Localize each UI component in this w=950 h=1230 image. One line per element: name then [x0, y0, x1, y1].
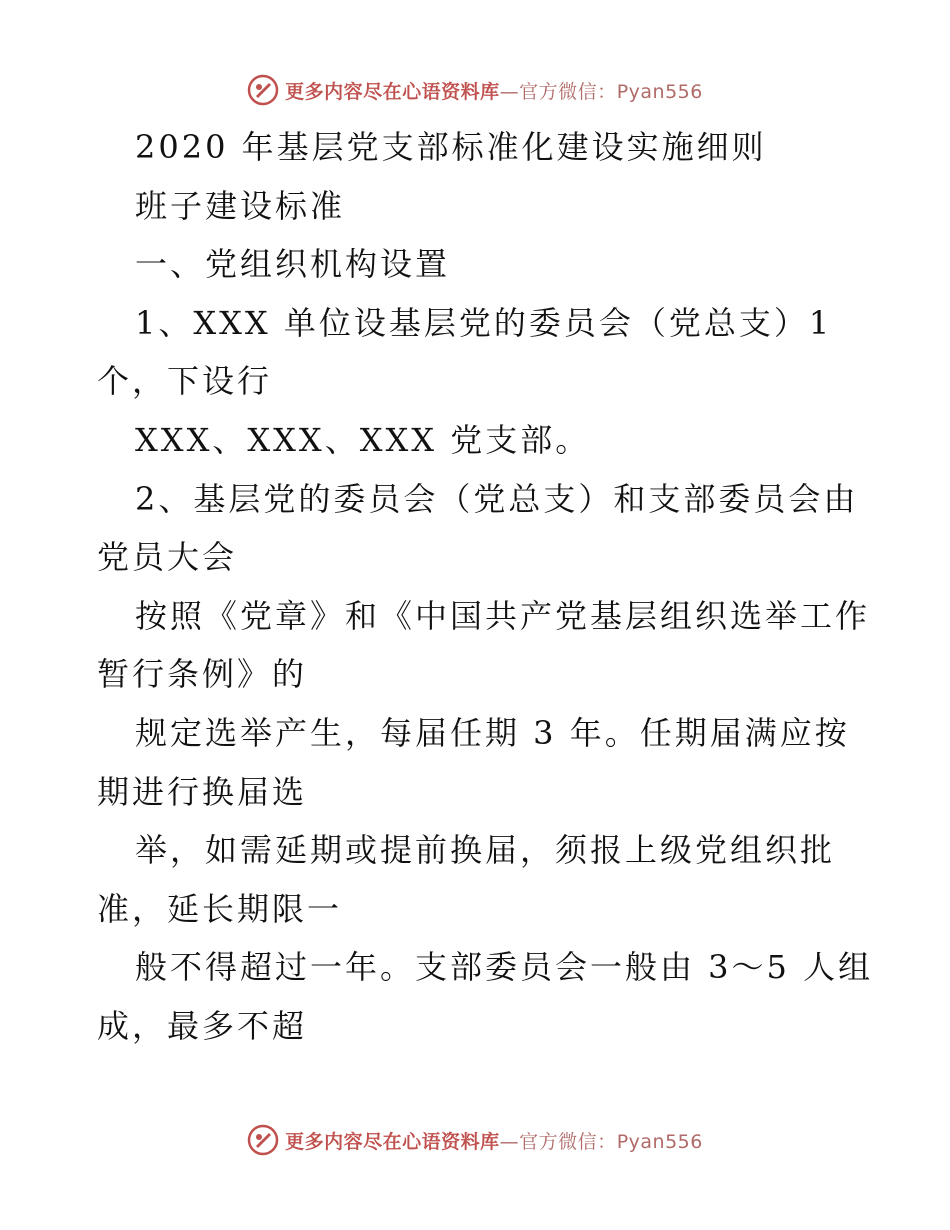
paragraph-line: 准，延长期限一 [97, 889, 343, 928]
logo-icon [247, 74, 279, 106]
footer-watermark [0, 1120, 950, 1160]
section-heading: 班子建设标准 [135, 186, 346, 225]
paragraph-line: 成，最多不超 [97, 1006, 308, 1045]
paragraph-line: 按照《党章》和《中国共产党基层组织选举工作 [135, 596, 871, 635]
paragraph-line: 2、基层党的委员会（党总支）和支部委员会由 [135, 479, 859, 518]
paragraph-line: 暂行条例》的 [97, 655, 308, 694]
header-watermark [0, 70, 950, 110]
watermark-text: 更多内容尽在心语资料库—官方微信：Pyan556 [285, 1130, 703, 1153]
paragraph-line: 规定选举产生，每届任期 3 年。任期届满应按 [135, 713, 850, 752]
logo-icon [247, 1124, 279, 1156]
paragraph-line: 举，如需延期或提前换届，须报上级党组织批 [135, 831, 836, 870]
watermark-text: 更多内容尽在心语资料库—官方微信：Pyan556 [285, 80, 703, 103]
subsection-heading: 一、党组织机构设置 [135, 245, 451, 284]
document-body [97, 118, 877, 1056]
paragraph-line: 般不得超过一年。支部委员会一般由 3～5 人组 [135, 948, 874, 987]
paragraph-line: 党员大会 [97, 538, 238, 577]
paragraph-line: 1、XXX 单位设基层党的委员会（党总支）1 [135, 303, 833, 342]
paragraph-line: 个，下设行 [97, 362, 273, 401]
paragraph-line: 期进行换届选 [97, 772, 308, 811]
paragraph-line: XXX、XXX、XXX 党支部。 [135, 420, 591, 459]
document-title: 2020 年基层党支部标准化建设实施细则 [135, 128, 767, 166]
